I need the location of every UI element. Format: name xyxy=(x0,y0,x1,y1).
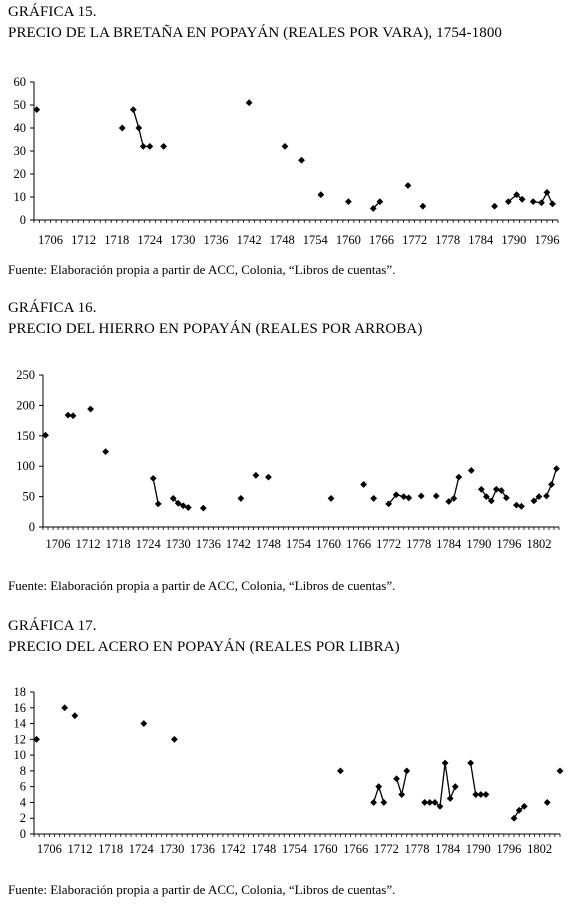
x-tick-label: 1724 xyxy=(137,233,163,247)
data-point xyxy=(380,799,387,806)
y-tick-label: 16 xyxy=(13,700,26,715)
data-point xyxy=(237,495,244,502)
x-tick-label: 1712 xyxy=(71,233,97,247)
data-point xyxy=(455,474,462,481)
data-point xyxy=(403,767,410,774)
x-tick-label: 1784 xyxy=(435,842,461,856)
y-tick-label: 6 xyxy=(19,779,26,794)
x-tick-label: 1796 xyxy=(496,537,522,551)
data-point xyxy=(467,760,474,767)
data-point xyxy=(150,475,157,482)
x-tick-label: 1718 xyxy=(98,842,124,856)
y-tick-label: 0 xyxy=(28,520,35,534)
y-tick-label: 20 xyxy=(13,167,26,181)
data-point xyxy=(246,99,253,106)
y-tick-label: 2 xyxy=(19,811,26,826)
x-tick-label: 1796 xyxy=(534,233,560,247)
x-tick-label: 1748 xyxy=(269,233,295,247)
data-point xyxy=(452,783,459,790)
data-point xyxy=(370,799,377,806)
figure-source: Fuente: Elaboración propia a partir de ACC, Colonia, “Libros de cuentas”. xyxy=(8,578,396,593)
x-tick-label: 1778 xyxy=(435,233,461,247)
data-point xyxy=(398,791,405,798)
data-point xyxy=(548,481,555,488)
y-tick-label: 150 xyxy=(16,428,35,443)
y-tick-label: 0 xyxy=(19,213,26,227)
y-tick-label: 60 xyxy=(13,75,26,89)
x-tick-label: 1724 xyxy=(135,537,161,551)
data-point xyxy=(433,493,440,500)
x-tick-label: 1754 xyxy=(281,842,307,856)
x-tick-label: 1766 xyxy=(343,842,369,856)
data-point xyxy=(557,767,564,774)
chart-plot xyxy=(0,616,575,866)
data-point xyxy=(87,406,94,413)
x-tick-label: 1772 xyxy=(373,842,399,856)
x-tick-label: 1760 xyxy=(312,842,338,856)
data-point xyxy=(405,182,412,189)
x-tick-label: 1784 xyxy=(436,537,462,551)
x-tick-label: 1754 xyxy=(302,233,328,247)
data-point xyxy=(405,494,412,501)
data-point xyxy=(119,125,126,132)
x-tick-label: 1754 xyxy=(285,537,311,551)
x-tick-label: 1802 xyxy=(526,537,552,551)
data-point xyxy=(393,775,400,782)
x-tick-label: 1706 xyxy=(38,233,64,247)
data-point xyxy=(328,495,335,502)
y-tick-label: 18 xyxy=(13,685,26,699)
figure-title: PRECIO DEL ACERO EN POPAYÁN (REALES POR LIBRA) xyxy=(8,639,400,655)
series-line xyxy=(397,771,407,795)
x-tick-label: 1724 xyxy=(128,842,154,856)
figure-17 xyxy=(0,616,575,908)
y-tick-label: 250 xyxy=(16,368,35,382)
figure-15 xyxy=(0,4,575,284)
series-line xyxy=(471,763,486,795)
data-point xyxy=(543,493,550,500)
x-tick-label: 1742 xyxy=(225,537,251,551)
data-point xyxy=(442,760,449,767)
x-tick-label: 1802 xyxy=(527,842,553,856)
data-point xyxy=(253,472,260,479)
data-point xyxy=(468,467,475,474)
y-tick-label: 14 xyxy=(13,716,26,731)
y-tick-label: 8 xyxy=(19,763,26,778)
figure-title: PRECIO DE LA BRETAÑA EN POPAYÁN (REALES POR VARA), 1754-1800 xyxy=(8,25,503,41)
x-tick-label: 1784 xyxy=(468,233,494,247)
x-tick-label: 1706 xyxy=(36,842,62,856)
data-point xyxy=(171,736,178,743)
data-point xyxy=(345,198,352,205)
data-point xyxy=(513,502,520,509)
x-tick-label: 1736 xyxy=(190,842,216,856)
x-tick-label: 1736 xyxy=(195,537,221,551)
data-point xyxy=(538,199,545,206)
data-point xyxy=(140,143,147,150)
y-tick-label: 10 xyxy=(13,190,26,204)
data-point xyxy=(400,493,407,500)
data-point xyxy=(146,143,153,150)
data-point xyxy=(298,157,305,164)
data-point xyxy=(530,198,537,205)
y-tick-label: 12 xyxy=(13,732,26,747)
data-point xyxy=(140,720,147,727)
data-point xyxy=(360,481,367,488)
data-point xyxy=(544,189,551,196)
data-point xyxy=(447,795,454,802)
data-point xyxy=(549,201,556,208)
data-point xyxy=(553,465,560,472)
x-tick-label: 1772 xyxy=(376,537,402,551)
data-point xyxy=(71,712,78,719)
x-tick-label: 1736 xyxy=(203,233,229,247)
data-point xyxy=(102,448,109,455)
x-tick-label: 1766 xyxy=(346,537,372,551)
y-tick-label: 4 xyxy=(19,795,26,810)
data-point xyxy=(375,783,382,790)
x-tick-label: 1712 xyxy=(67,842,93,856)
chart-plot xyxy=(0,298,575,558)
x-tick-label: 1790 xyxy=(501,233,527,247)
x-tick-label: 1748 xyxy=(251,842,277,856)
data-point xyxy=(265,474,272,481)
x-tick-label: 1730 xyxy=(165,537,191,551)
y-tick-label: 0 xyxy=(19,827,26,841)
x-tick-label: 1706 xyxy=(45,537,71,551)
x-tick-label: 1760 xyxy=(316,537,342,551)
data-point xyxy=(155,500,162,507)
figure-number: GRÁFICA 15. xyxy=(8,4,97,20)
x-tick-label: 1730 xyxy=(159,842,185,856)
figure-source: Fuente: Elaboración propia a partir de ACC, Colonia, “Libros de cuentas”. xyxy=(8,262,396,277)
series-line xyxy=(153,478,158,504)
y-tick-label: 50 xyxy=(22,489,35,504)
data-point xyxy=(493,486,500,493)
data-point xyxy=(70,412,77,419)
x-tick-label: 1748 xyxy=(255,537,281,551)
chart-plot xyxy=(0,4,575,247)
data-point xyxy=(200,505,207,512)
figure-source: Fuente: Elaboración propia a partir de ACC, Colonia, “Libros de cuentas”. xyxy=(8,882,396,897)
figure-number: GRÁFICA 16. xyxy=(8,300,97,316)
y-tick-label: 30 xyxy=(13,144,26,158)
data-point xyxy=(483,791,490,798)
data-point xyxy=(370,495,377,502)
x-tick-label: 1712 xyxy=(75,537,101,551)
x-tick-label: 1772 xyxy=(402,233,428,247)
data-point xyxy=(282,143,289,150)
x-tick-label: 1730 xyxy=(170,233,196,247)
x-tick-label: 1718 xyxy=(105,537,131,551)
y-tick-label: 40 xyxy=(13,121,26,135)
x-tick-label: 1778 xyxy=(404,842,430,856)
x-tick-label: 1790 xyxy=(465,842,491,856)
data-point xyxy=(317,191,324,198)
data-point xyxy=(418,493,425,500)
x-tick-label: 1796 xyxy=(496,842,522,856)
data-point xyxy=(61,704,68,711)
data-point xyxy=(160,143,167,150)
data-point xyxy=(518,503,525,510)
x-tick-label: 1742 xyxy=(220,842,246,856)
x-tick-label: 1718 xyxy=(104,233,130,247)
data-point xyxy=(135,125,142,132)
data-point xyxy=(337,767,344,774)
data-point xyxy=(544,799,551,806)
figure-16 xyxy=(0,298,575,598)
data-point xyxy=(491,203,498,210)
figure-number: GRÁFICA 17. xyxy=(8,618,97,634)
x-tick-label: 1790 xyxy=(466,537,492,551)
data-point xyxy=(511,815,518,822)
x-tick-label: 1742 xyxy=(236,233,262,247)
x-tick-label: 1766 xyxy=(368,233,394,247)
y-tick-label: 50 xyxy=(13,98,26,112)
y-tick-label: 200 xyxy=(16,398,35,413)
figure-title: PRECIO DEL HIERRO EN POPAYÁN (REALES POR ARROBA) xyxy=(8,321,423,337)
data-point xyxy=(130,106,137,113)
x-tick-label: 1778 xyxy=(406,537,432,551)
y-tick-label: 10 xyxy=(13,748,26,763)
x-tick-label: 1760 xyxy=(335,233,361,247)
y-tick-label: 100 xyxy=(16,459,35,474)
data-point xyxy=(419,203,426,210)
